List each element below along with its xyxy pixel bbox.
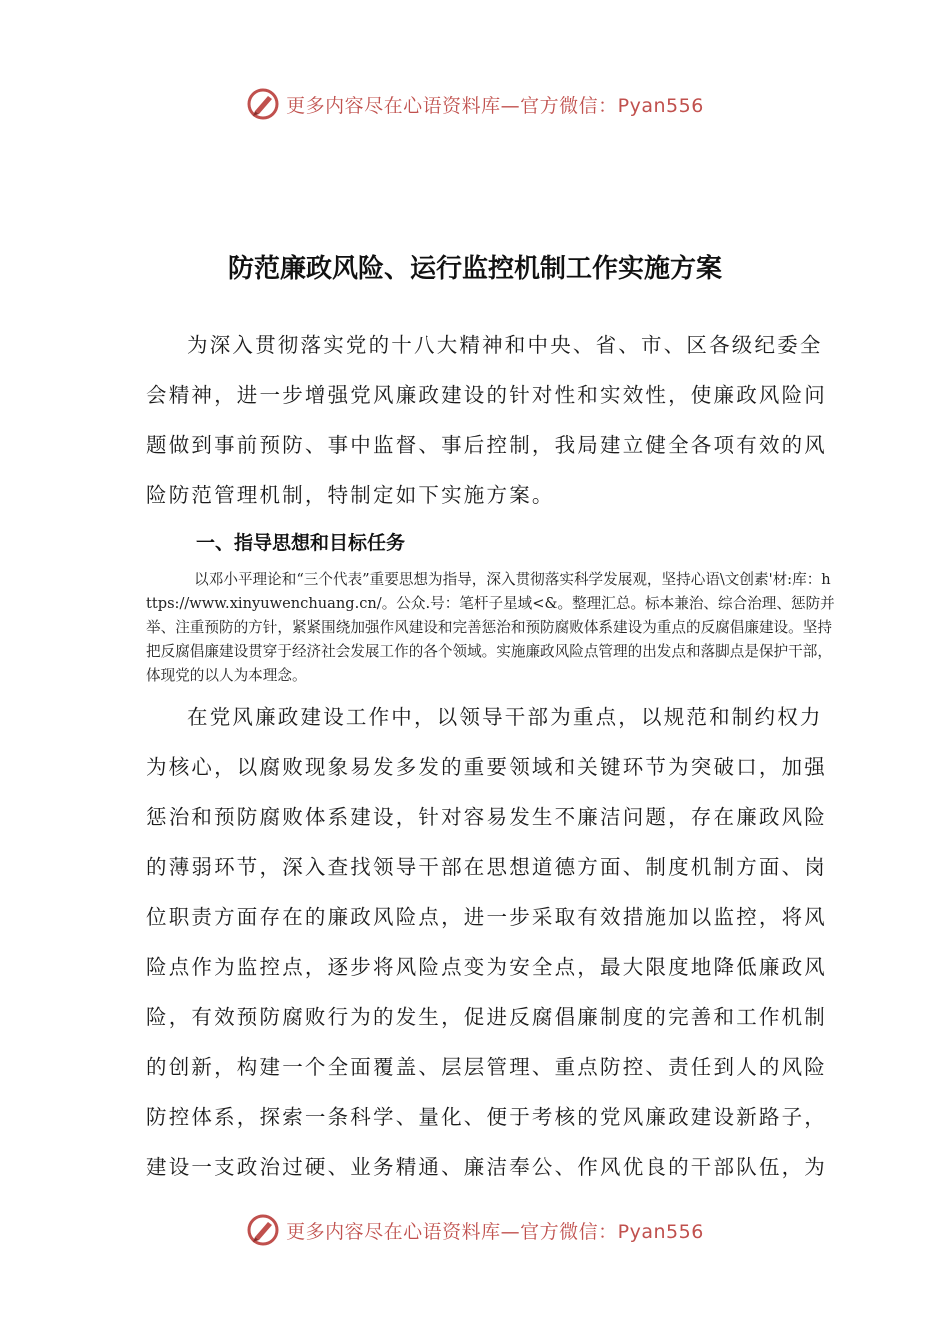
pen-seal-logo-icon bbox=[246, 1213, 280, 1247]
body-paragraph: 在党风廉政建设工作中，以领导干部为重点，以规范和制约权力为核心，以腐败现象易发多发的重要领域和关键环节为突破口，加强惩治和预防腐败体系建设，针对容易发生不廉洁问题，存在廉政风险的薄弱环节，深入查找领导干部在思想道德方面、制度机制方面、岗位职责方面存在的廉政风险点，进一步采取有效措施加以监控，将风险点作为监控点，逐步将风险点变为安全点，最大限度地降低廉政风险，有效预防腐败行为的发生，促进反腐倡廉制度的完善和工作机制的创新，构建一个全面覆盖、层层管理、重点防控、责任到人的风险防控体系，探索一条科学、量化、便于考核的党风廉政建设新路子，建设一支政治过硬、业务精通、廉洁奉公、作风优良的干部队伍，为 bbox=[146, 705, 827, 1179]
header-watermark bbox=[0, 84, 950, 124]
footer-watermark bbox=[0, 1210, 950, 1250]
pen-seal-logo-icon bbox=[246, 87, 280, 121]
section-heading: 一、指导思想和目标任务 bbox=[196, 532, 406, 554]
watermark-text: 更多内容尽在心语资料库—官方微信：Pyan556 bbox=[286, 1220, 704, 1243]
watermark-text: 更多内容尽在心语资料库—官方微信：Pyan556 bbox=[286, 94, 704, 117]
intro-paragraph: 为深入贯彻落实党的十八大精神和中央、省、市、区各级纪委全会精神，进一步增强党风廉政建设的针对性和实效性，使廉政风险问题做到事前预防、事中监督、事后控制，我局建立健全各项有效的风险防范管理机制，特制定如下实施方案。 bbox=[146, 333, 827, 507]
guiding-ideology-paragraph: 以邓小平理论和“三个代表”重要思想为指导，深入贯彻落实科学发展观，坚持心语\文创素'材:库：https://www.xinyuwenchuang.cn/。公众.号：笔杆子星域<&。整理汇总。标本兼治、综合治理、惩防并举、注重预防的方针，紧紧围绕加强作风建设和完善惩治和预防腐败体系建设为重点的反腐倡廉建设。坚持把反腐倡廉建设贯穿于经济社会发展工作的各个领域。实施廉政风险点管理的出发点和落脚点是保护干部，体现党的以人为本理念。 bbox=[146, 571, 835, 684]
document-title: 防范廉政风险、运行监控机制工作实施方案 bbox=[227, 254, 722, 284]
